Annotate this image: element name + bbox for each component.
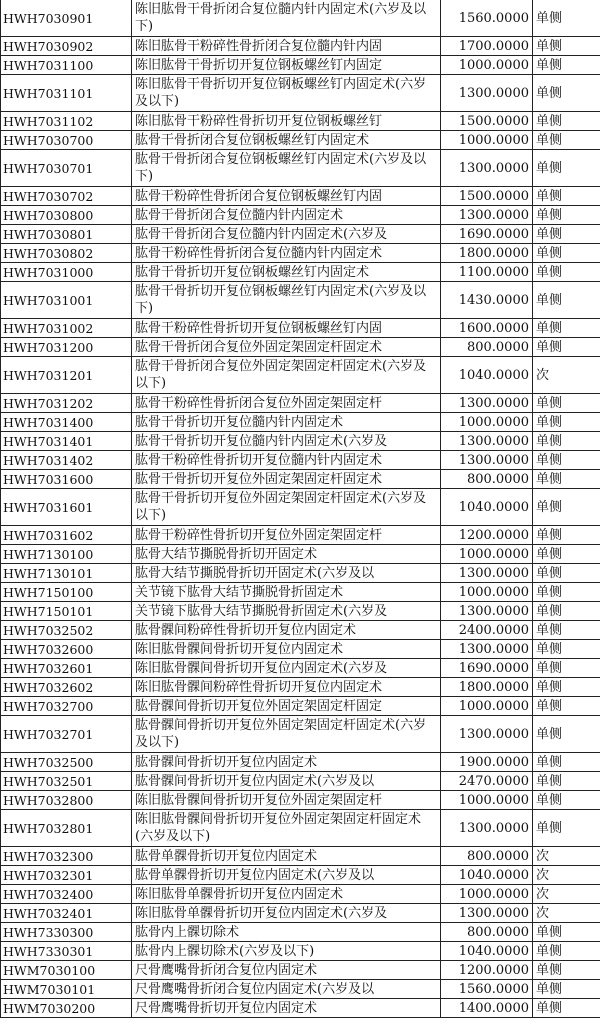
item-code-cell: HWH7031102: [1, 112, 132, 131]
item-name-cell: 肱骨大结节撕脱骨折切开固定术(六岁及以: [132, 564, 441, 583]
item-price-cell: 1200.0000: [441, 961, 533, 980]
item-price-cell: 1430.0000: [441, 282, 533, 319]
item-code-cell: HWH7030801: [1, 225, 132, 244]
item-unit-cell: 单侧: [533, 489, 600, 526]
item-unit-cell: 单侧: [533, 659, 600, 678]
item-name-cell: 尺骨鹰嘴骨折闭合复位内固定术(六岁及以: [132, 980, 441, 999]
item-price-cell: 1800.0000: [441, 678, 533, 697]
item-code-cell: HWH7031402: [1, 451, 132, 470]
table-row: [1, 847, 600, 866]
item-name-cell: 肱骨干骨折切开复位钢板螺丝钉内固定术(六岁及以下): [132, 282, 441, 319]
item-code-cell: HWH7130100: [1, 545, 132, 564]
item-price-cell: 1040.0000: [441, 942, 533, 961]
item-unit-cell: 单侧: [533, 37, 600, 56]
item-price-cell: 800.0000: [441, 470, 533, 489]
item-unit-cell: 单侧: [533, 753, 600, 772]
table-row: [1, 56, 600, 75]
item-code-cell: HWH7031201: [1, 357, 132, 394]
table-row: [1, 150, 600, 187]
item-code-cell: HWH7030702: [1, 187, 132, 206]
item-unit-cell: 次: [533, 357, 600, 394]
item-name-cell: 肱骨干骨折闭合复位外固定架固定杆固定术(六岁及以下): [132, 357, 441, 394]
item-code-cell: HWH7032500: [1, 753, 132, 772]
item-unit-cell: 单侧: [533, 602, 600, 621]
item-price-cell: 1400.0000: [441, 999, 533, 1018]
item-price-cell: 800.0000: [441, 923, 533, 942]
item-unit-cell: 单侧: [533, 56, 600, 75]
item-price-cell: 1040.0000: [441, 489, 533, 526]
item-name-cell: 肱骨干粉碎性骨折闭合复位钢板螺丝钉内固: [132, 187, 441, 206]
item-code-cell: HWH7031401: [1, 432, 132, 451]
item-code-cell: HWM7030200: [1, 999, 132, 1018]
table-row: [1, 999, 600, 1018]
item-name-cell: 肱骨髁间骨折切开复位内固定术(六岁及以: [132, 772, 441, 791]
table-row: [1, 37, 600, 56]
item-unit-cell: 单侧: [533, 526, 600, 545]
item-name-cell: 肱骨干骨折切开复位髓内针内固定术: [132, 413, 441, 432]
item-price-cell: 1300.0000: [441, 150, 533, 187]
table-row: [1, 263, 600, 282]
item-price-cell: 1000.0000: [441, 131, 533, 150]
item-price-cell: 1000.0000: [441, 545, 533, 564]
item-unit-cell: 单侧: [533, 112, 600, 131]
item-price-cell: 1600.0000: [441, 319, 533, 338]
item-code-cell: HWH7031100: [1, 56, 132, 75]
item-unit-cell: 单侧: [533, 772, 600, 791]
table-row: [1, 470, 600, 489]
item-name-cell: 肱骨干骨折切开复位外固定架固定杆固定术(六岁及以下): [132, 489, 441, 526]
table-row: [1, 791, 600, 810]
table-row: [1, 338, 600, 357]
table-row: [1, 621, 600, 640]
table-row: [1, 413, 600, 432]
item-name-cell: 关节镜下肱骨大结节撕脱骨折固定术: [132, 583, 441, 602]
item-unit-cell: 次: [533, 885, 600, 904]
item-unit-cell: 单侧: [533, 470, 600, 489]
item-unit-cell: 单侧: [533, 150, 600, 187]
item-name-cell: 肱骨干骨折闭合复位外固定架固定杆固定术: [132, 338, 441, 357]
item-price-cell: 1300.0000: [441, 810, 533, 847]
item-code-cell: HWH7031002: [1, 319, 132, 338]
table-row: [1, 526, 600, 545]
item-price-cell: 1200.0000: [441, 526, 533, 545]
item-name-cell: 尺骨鹰嘴骨折切开复位内固定术: [132, 999, 441, 1018]
item-price-cell: 1300.0000: [441, 716, 533, 753]
table-row: [1, 866, 600, 885]
item-name-cell: 陈旧肱骨干骨折切开复位钢板螺丝钉内固定术(六岁及以下): [132, 75, 441, 112]
item-name-cell: 肱骨髁间骨折切开复位外固定架固定杆固定: [132, 697, 441, 716]
item-code-cell: HWH7032800: [1, 791, 132, 810]
item-price-cell: 1040.0000: [441, 357, 533, 394]
item-name-cell: 陈旧肱骨干粉碎性骨折闭合复位髓内针内固: [132, 37, 441, 56]
item-price-cell: 1300.0000: [441, 206, 533, 225]
item-code-cell: HWH7330301: [1, 942, 132, 961]
table-row: [1, 451, 600, 470]
item-unit-cell: 单侧: [533, 791, 600, 810]
item-name-cell: 陈旧肱骨髁间骨折切开复位内固定术(六岁及: [132, 659, 441, 678]
price-table-body: [1, 0, 600, 1018]
item-name-cell: 陈旧肱骨干骨折切开复位钢板螺丝钉内固定: [132, 56, 441, 75]
item-unit-cell: 单侧: [533, 564, 600, 583]
item-name-cell: 肱骨大结节撕脱骨折切开固定术: [132, 545, 441, 564]
item-name-cell: 肱骨单髁骨折切开复位内固定术: [132, 847, 441, 866]
item-price-cell: 800.0000: [441, 847, 533, 866]
table-row: [1, 357, 600, 394]
item-code-cell: HWH7130101: [1, 564, 132, 583]
item-name-cell: 肱骨干粉碎性骨折闭合复位外固定架固定杆: [132, 394, 441, 413]
table-row: [1, 75, 600, 112]
item-price-cell: 1300.0000: [441, 394, 533, 413]
item-unit-cell: 单侧: [533, 621, 600, 640]
item-unit-cell: 单侧: [533, 942, 600, 961]
item-price-cell: 800.0000: [441, 338, 533, 357]
item-name-cell: 陈旧肱骨髁间骨折切开复位外固定架固定杆: [132, 791, 441, 810]
item-name-cell: 肱骨干骨折切开复位髓内针内固定术(六岁及: [132, 432, 441, 451]
item-name-cell: 肱骨干骨折闭合复位钢板螺丝钉内固定术(六岁及以下): [132, 150, 441, 187]
item-price-cell: 2470.0000: [441, 772, 533, 791]
item-name-cell: 肱骨髁间骨折切开复位内固定术: [132, 753, 441, 772]
table-row: [1, 319, 600, 338]
item-unit-cell: 单侧: [533, 75, 600, 112]
item-code-cell: HWH7031200: [1, 338, 132, 357]
item-unit-cell: 单侧: [533, 678, 600, 697]
table-row: [1, 489, 600, 526]
table-row: [1, 942, 600, 961]
item-code-cell: HWH7032301: [1, 866, 132, 885]
item-unit-cell: 单侧: [533, 206, 600, 225]
item-code-cell: HWH7031202: [1, 394, 132, 413]
item-unit-cell: 单侧: [533, 131, 600, 150]
item-name-cell: 肱骨干粉碎性骨折切开复位外固定架固定杆: [132, 526, 441, 545]
item-price-cell: 1300.0000: [441, 564, 533, 583]
item-unit-cell: 单侧: [533, 225, 600, 244]
item-unit-cell: 单侧: [533, 319, 600, 338]
item-price-cell: 1300.0000: [441, 451, 533, 470]
item-name-cell: 尺骨鹰嘴骨折闭合复位内固定术: [132, 961, 441, 980]
item-name-cell: 陈旧肱骨髁间粉碎性骨折切开复位内固定术: [132, 678, 441, 697]
table-row: [1, 678, 600, 697]
item-name-cell: 陈旧肱骨髁间骨折切开复位内固定术: [132, 640, 441, 659]
table-row: [1, 697, 600, 716]
table-row: [1, 753, 600, 772]
item-price-cell: 1690.0000: [441, 225, 533, 244]
item-name-cell: 肱骨髁间骨折切开复位外固定架固定杆固定术(六岁及以下): [132, 716, 441, 753]
item-name-cell: 肱骨内上髁切除术(六岁及以下): [132, 942, 441, 961]
table-row: [1, 810, 600, 847]
item-price-cell: 1900.0000: [441, 753, 533, 772]
item-code-cell: HWH7330300: [1, 923, 132, 942]
item-code-cell: HWH7030802: [1, 244, 132, 263]
item-unit-cell: 单侧: [533, 187, 600, 206]
item-code-cell: HWM7030101: [1, 980, 132, 999]
item-unit-cell: 单侧: [533, 263, 600, 282]
item-name-cell: 关节镜下肱骨大结节撕脱骨折固定术(六岁及: [132, 602, 441, 621]
table-row: [1, 772, 600, 791]
item-code-cell: HWH7150100: [1, 583, 132, 602]
item-name-cell: 肱骨干粉碎性骨折切开复位钢板螺丝钉内固: [132, 319, 441, 338]
item-price-cell: 1000.0000: [441, 791, 533, 810]
item-price-cell: 1700.0000: [441, 37, 533, 56]
item-name-cell: 肱骨干骨折闭合复位髓内针内固定术(六岁及: [132, 225, 441, 244]
table-row: [1, 187, 600, 206]
table-row: [1, 583, 600, 602]
item-unit-cell: 单侧: [533, 999, 600, 1018]
item-price-cell: 1500.0000: [441, 112, 533, 131]
table-row: [1, 0, 600, 37]
item-code-cell: HWH7032300: [1, 847, 132, 866]
item-unit-cell: 单侧: [533, 980, 600, 999]
item-price-cell: 1560.0000: [441, 980, 533, 999]
item-name-cell: 肱骨内上髁切除术: [132, 923, 441, 942]
item-name-cell: 陈旧肱骨干粉碎性骨折切开复位钢板螺丝钉: [132, 112, 441, 131]
item-name-cell: 肱骨干骨折闭合复位钢板螺丝钉内固定术: [132, 131, 441, 150]
item-code-cell: HWM7030100: [1, 961, 132, 980]
item-unit-cell: 次: [533, 904, 600, 923]
item-unit-cell: 单侧: [533, 923, 600, 942]
item-unit-cell: 单侧: [533, 716, 600, 753]
item-code-cell: HWH7032401: [1, 904, 132, 923]
table-row: [1, 904, 600, 923]
item-code-cell: HWH7150101: [1, 602, 132, 621]
table-row: [1, 602, 600, 621]
item-unit-cell: 单侧: [533, 244, 600, 263]
item-code-cell: HWH7032601: [1, 659, 132, 678]
item-unit-cell: 单侧: [533, 640, 600, 659]
item-unit-cell: 单侧: [533, 338, 600, 357]
table-row: [1, 564, 600, 583]
table-row: [1, 659, 600, 678]
table-row: [1, 206, 600, 225]
item-unit-cell: 单侧: [533, 0, 600, 37]
item-price-cell: 1300.0000: [441, 75, 533, 112]
item-price-cell: 1500.0000: [441, 187, 533, 206]
item-price-cell: 1690.0000: [441, 659, 533, 678]
item-code-cell: HWH7031600: [1, 470, 132, 489]
item-unit-cell: 单侧: [533, 432, 600, 451]
item-code-cell: HWH7031602: [1, 526, 132, 545]
table-row: [1, 640, 600, 659]
item-price-cell: 1800.0000: [441, 244, 533, 263]
item-code-cell: HWH7032700: [1, 697, 132, 716]
item-price-cell: 1300.0000: [441, 602, 533, 621]
item-name-cell: 肱骨单髁骨折切开复位内固定术(六岁及以: [132, 866, 441, 885]
item-name-cell: 肱骨干骨折切开复位外固定架固定杆固定术: [132, 470, 441, 489]
table-row: [1, 282, 600, 319]
table-row: [1, 131, 600, 150]
item-code-cell: HWH7031601: [1, 489, 132, 526]
item-code-cell: HWH7030901: [1, 0, 132, 37]
table-row: [1, 716, 600, 753]
item-code-cell: HWH7032801: [1, 810, 132, 847]
item-code-cell: HWH7032600: [1, 640, 132, 659]
item-name-cell: 陈旧肱骨干骨折闭合复位髓内针内固定术(六岁及以下): [132, 0, 441, 37]
item-unit-cell: 次: [533, 847, 600, 866]
table-row: [1, 225, 600, 244]
item-name-cell: 陈旧肱骨单髁骨折切开复位内固定术(六岁及: [132, 904, 441, 923]
item-price-cell: 1560.0000: [441, 0, 533, 37]
item-unit-cell: 单侧: [533, 413, 600, 432]
item-price-cell: 1300.0000: [441, 432, 533, 451]
item-name-cell: 陈旧肱骨单髁骨折切开复位内固定术: [132, 885, 441, 904]
item-code-cell: HWH7032400: [1, 885, 132, 904]
table-row: [1, 923, 600, 942]
table-row: [1, 980, 600, 999]
item-code-cell: HWH7032501: [1, 772, 132, 791]
item-code-cell: HWH7031001: [1, 282, 132, 319]
item-code-cell: HWH7032502: [1, 621, 132, 640]
item-unit-cell: 单侧: [533, 394, 600, 413]
item-code-cell: HWH7030700: [1, 131, 132, 150]
item-name-cell: 肱骨干骨折闭合复位髓内针内固定术: [132, 206, 441, 225]
table-row: [1, 432, 600, 451]
item-name-cell: 肱骨干粉碎性骨折闭合复位髓内针内固定术: [132, 244, 441, 263]
item-price-cell: 1300.0000: [441, 904, 533, 923]
item-price-cell: 1040.0000: [441, 866, 533, 885]
item-unit-cell: 单侧: [533, 697, 600, 716]
item-code-cell: HWH7031000: [1, 263, 132, 282]
item-unit-cell: 单侧: [533, 961, 600, 980]
item-price-cell: 1100.0000: [441, 263, 533, 282]
item-code-cell: HWH7031400: [1, 413, 132, 432]
item-price-cell: 1300.0000: [441, 640, 533, 659]
item-name-cell: 肱骨干粉碎性骨折切开复位髓内针内固定术: [132, 451, 441, 470]
table-row: [1, 244, 600, 263]
item-code-cell: HWH7030701: [1, 150, 132, 187]
table-row: [1, 961, 600, 980]
item-code-cell: HWH7030902: [1, 37, 132, 56]
item-unit-cell: 单侧: [533, 583, 600, 602]
item-name-cell: 肱骨髁间粉碎性骨折切开复位内固定术: [132, 621, 441, 640]
item-unit-cell: 次: [533, 866, 600, 885]
item-price-cell: 1000.0000: [441, 885, 533, 904]
item-price-cell: 2400.0000: [441, 621, 533, 640]
item-unit-cell: 单侧: [533, 451, 600, 470]
item-code-cell: HWH7032701: [1, 716, 132, 753]
item-code-cell: HWH7031101: [1, 75, 132, 112]
item-price-cell: 1000.0000: [441, 413, 533, 432]
item-name-cell: 肱骨干骨折切开复位钢板螺丝钉内固定术: [132, 263, 441, 282]
item-name-cell: 陈旧肱骨髁间骨折切开复位外固定架固定杆固定术(六岁及以下): [132, 810, 441, 847]
table-row: [1, 545, 600, 564]
item-price-cell: 1000.0000: [441, 56, 533, 75]
item-unit-cell: 单侧: [533, 545, 600, 564]
item-code-cell: HWH7030800: [1, 206, 132, 225]
table-row: [1, 885, 600, 904]
table-row: [1, 394, 600, 413]
table-row: [1, 112, 600, 131]
item-code-cell: HWH7032602: [1, 678, 132, 697]
item-price-cell: 1000.0000: [441, 583, 533, 602]
item-unit-cell: 单侧: [533, 282, 600, 319]
item-price-cell: 1000.0000: [441, 697, 533, 716]
item-unit-cell: 单侧: [533, 810, 600, 847]
